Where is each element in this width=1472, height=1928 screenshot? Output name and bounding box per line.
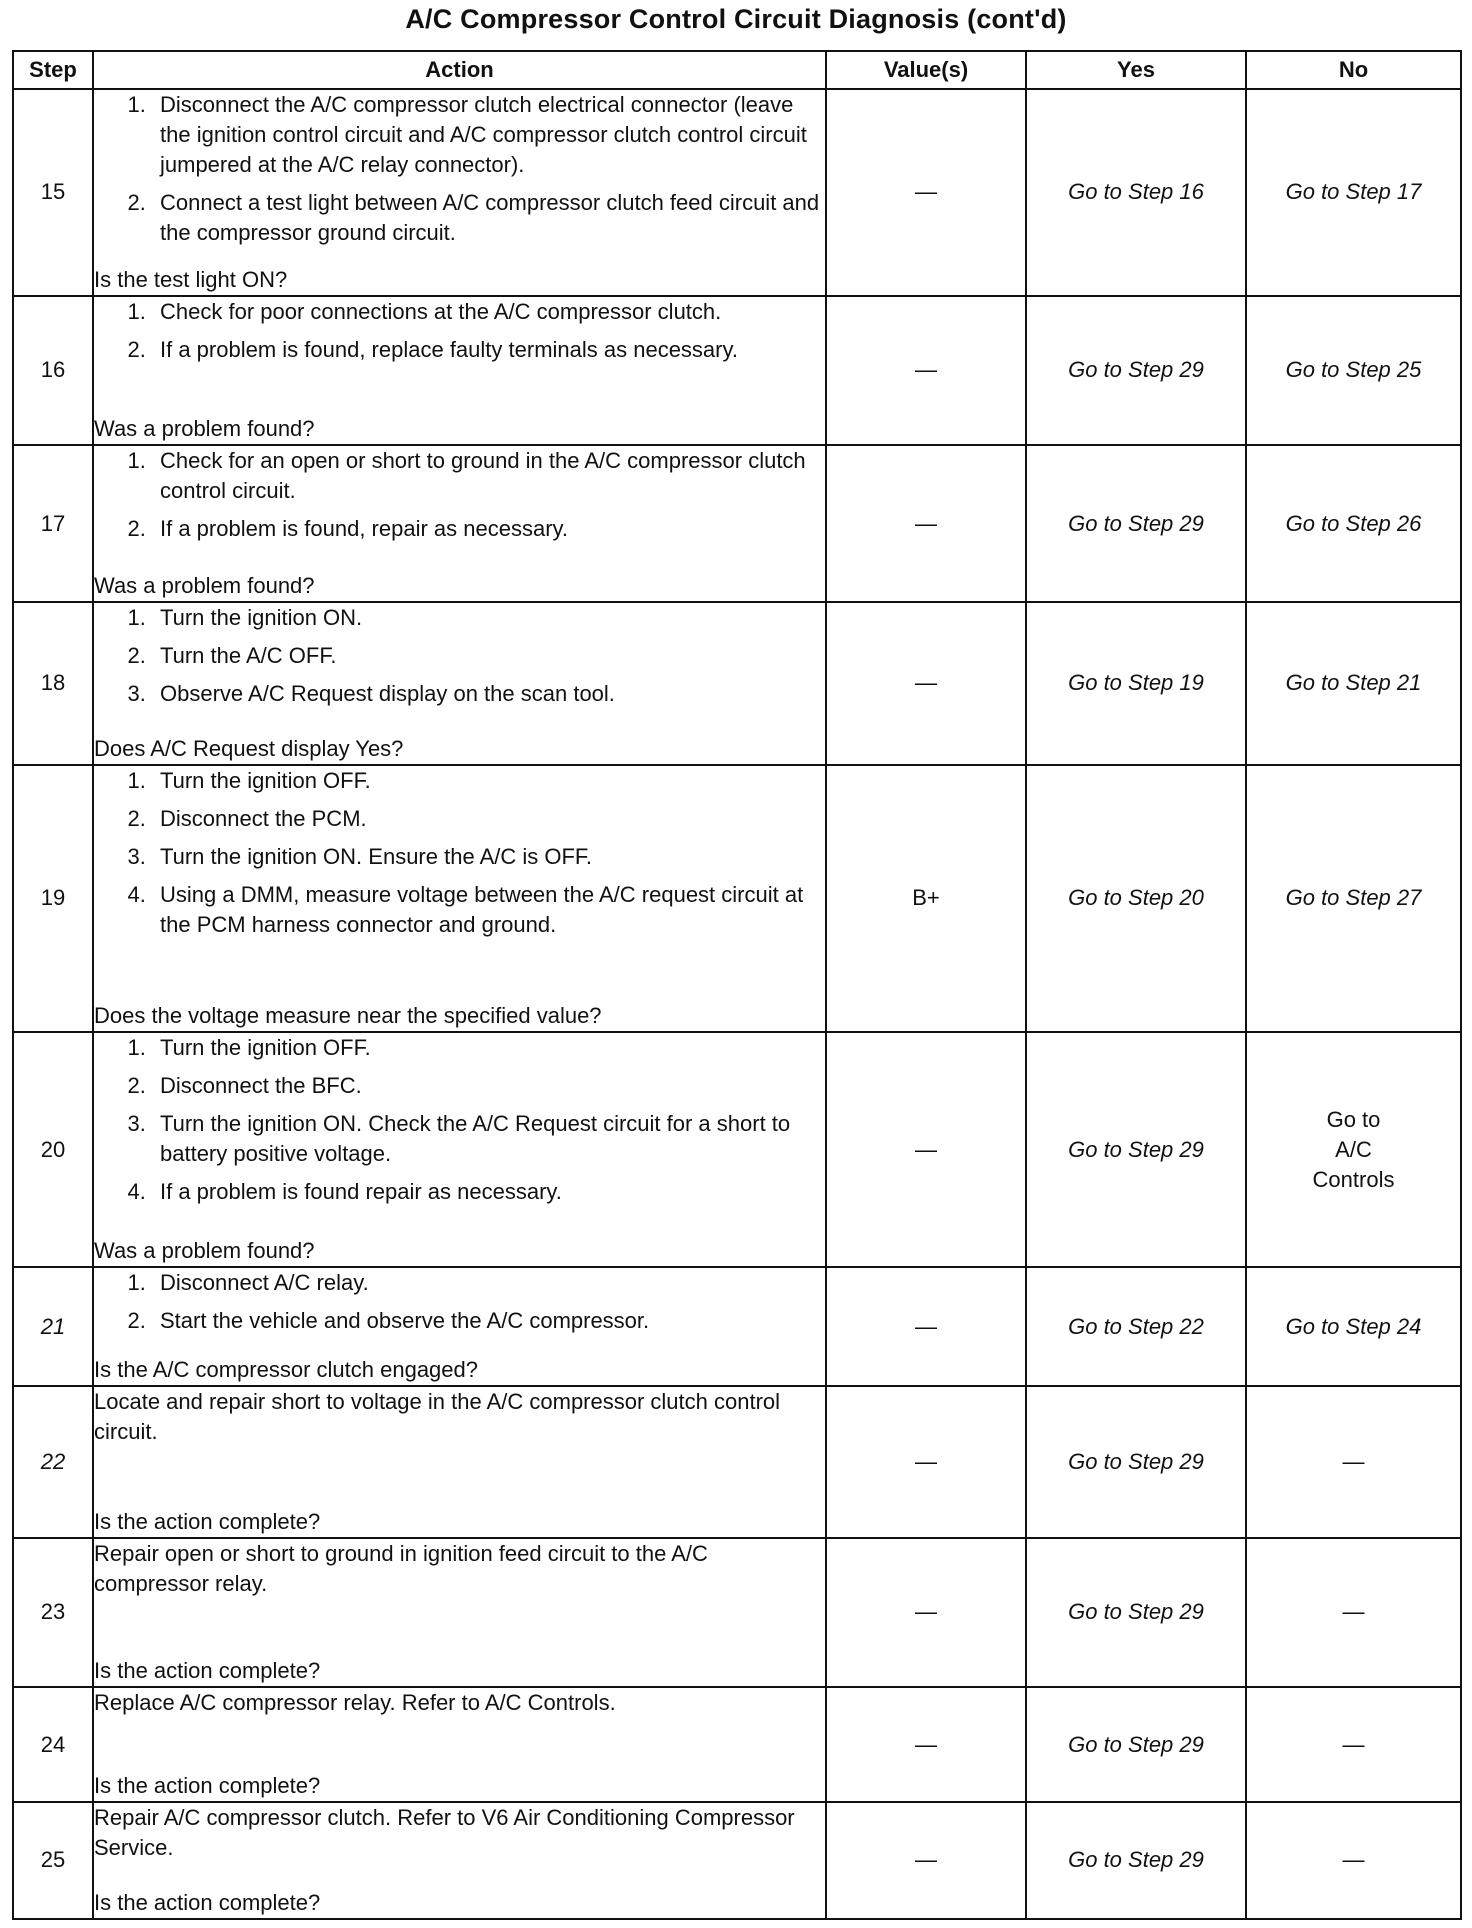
action-cell xyxy=(93,89,826,296)
yes-link[interactable]: Go to Step 29 xyxy=(1068,510,1204,536)
yes-link[interactable]: Go to Step 29 xyxy=(1068,357,1204,383)
action-question: Is the A/C compressor clutch engaged? xyxy=(94,1357,478,1383)
diagnosis-table xyxy=(12,50,1462,1920)
yes-link[interactable]: Go to Step 29 xyxy=(1068,1847,1204,1873)
action-cell xyxy=(93,1032,826,1267)
yes-cell xyxy=(1026,1802,1246,1919)
table-row xyxy=(13,1386,1461,1537)
value-cell: B+ xyxy=(826,765,1026,1032)
step-number: 24 xyxy=(13,1687,93,1802)
no-cell xyxy=(1246,1802,1461,1919)
yes-link[interactable]: Go to Step 22 xyxy=(1068,1313,1204,1339)
yes-link[interactable]: Go to Step 29 xyxy=(1068,1448,1204,1474)
action-step: 1. Turn the ignition OFF. xyxy=(152,766,825,796)
action-step: 2. Connect a test light between A/C compressor clutch feed circuit and the compressor ground circuit. xyxy=(152,188,825,248)
action-step: 2. If a problem is found, replace faulty terminals as necessary. xyxy=(152,335,825,365)
header-action: Action xyxy=(93,51,826,89)
action-cell xyxy=(93,1687,826,1802)
action-step: 2. Turn the A/C OFF. xyxy=(152,641,825,671)
no-cell xyxy=(1246,602,1461,765)
action-question: Does A/C Request display Yes? xyxy=(94,735,404,761)
value-cell: — xyxy=(826,1267,1026,1386)
action-step: 3. Turn the ignition ON. Ensure the A/C is OFF. xyxy=(152,842,825,872)
action-text: Repair A/C compressor clutch. Refer to V6 Air Conditioning Compressor Service. xyxy=(94,1804,795,1860)
action-cell xyxy=(93,602,826,765)
yes-cell xyxy=(1026,296,1246,445)
yes-link[interactable]: Go to Step 20 xyxy=(1068,885,1204,911)
no-cell xyxy=(1246,1687,1461,1802)
yes-cell xyxy=(1026,1386,1246,1537)
no-value: — xyxy=(1342,1599,1365,1625)
table-row xyxy=(13,296,1461,445)
value-cell: — xyxy=(826,445,1026,602)
action-step: 4. Using a DMM, measure voltage between the A/C request circuit at the PCM harness connector and ground. xyxy=(152,880,825,940)
header-step: Step xyxy=(13,51,93,89)
value-cell: — xyxy=(826,602,1026,765)
action-question: Is the action complete? xyxy=(94,1508,321,1534)
step-number: 17 xyxy=(13,445,93,602)
action-step: 1. Check for an open or short to ground in the A/C compressor clutch control circuit. xyxy=(152,446,825,506)
yes-cell xyxy=(1026,1687,1246,1802)
page-title: A/C Compressor Control Circuit Diagnosis (cont'd) xyxy=(405,4,1067,34)
table-row xyxy=(13,1802,1461,1919)
action-question: Was a problem found? xyxy=(94,1238,315,1264)
yes-cell xyxy=(1026,1538,1246,1687)
no-link[interactable]: Go to Step 17 xyxy=(1285,179,1422,205)
no-cell xyxy=(1246,1032,1461,1267)
yes-cell xyxy=(1026,1032,1246,1267)
action-step: 2. If a problem is found, repair as necessary. xyxy=(152,514,825,544)
header-no: No xyxy=(1246,51,1461,89)
action-step: 1. Turn the ignition ON. xyxy=(152,603,825,633)
yes-link[interactable]: Go to Step 16 xyxy=(1068,179,1204,205)
action-cell xyxy=(93,296,826,445)
action-cell xyxy=(93,1538,826,1687)
no-link[interactable]: Go to Step 25 xyxy=(1285,357,1422,383)
action-cell xyxy=(93,1386,826,1537)
value-cell: — xyxy=(826,1802,1026,1919)
no-cell xyxy=(1246,445,1461,602)
no-link[interactable]: Go to A/C Controls xyxy=(1312,1106,1395,1192)
table-row xyxy=(13,765,1461,1032)
action-step: 1. Check for poor connections at the A/C compressor clutch. xyxy=(152,297,825,327)
step-number: 16 xyxy=(13,296,93,445)
table-row xyxy=(13,1032,1461,1267)
step-number: 21 xyxy=(13,1267,93,1386)
yes-link[interactable]: Go to Step 29 xyxy=(1068,1731,1204,1757)
no-link[interactable]: Go to Step 26 xyxy=(1285,510,1422,536)
table-row xyxy=(13,1687,1461,1802)
step-number: 18 xyxy=(13,602,93,765)
no-cell xyxy=(1246,765,1461,1032)
action-question: Was a problem found? xyxy=(94,572,315,598)
table-row xyxy=(13,445,1461,602)
step-number: 25 xyxy=(13,1802,93,1919)
action-question: Is the action complete? xyxy=(94,1772,321,1798)
value-cell: — xyxy=(826,1386,1026,1537)
action-text: Locate and repair short to voltage in the A/C compressor clutch control circuit. xyxy=(94,1389,781,1445)
action-question: Does the voltage measure near the specified value? xyxy=(94,1003,602,1029)
yes-cell xyxy=(1026,445,1246,602)
no-value: — xyxy=(1342,1847,1365,1873)
action-question: Is the test light ON? xyxy=(94,266,288,292)
action-cell xyxy=(93,445,826,602)
action-text: Replace A/C compressor relay. Refer to A/C Controls. xyxy=(94,1690,616,1716)
no-cell xyxy=(1246,1538,1461,1687)
action-step: 1. Disconnect the A/C compressor clutch electrical connector (leave the ignition control circuit and A/C compressor clutch control circuit jumpered at the A/C relay connector). xyxy=(152,90,825,180)
step-number: 15 xyxy=(13,89,93,296)
step-number: 19 xyxy=(13,765,93,1032)
value-cell: — xyxy=(826,296,1026,445)
action-question: Was a problem found? xyxy=(94,416,315,442)
action-step: 1. Disconnect A/C relay. xyxy=(152,1268,825,1298)
no-cell xyxy=(1246,296,1461,445)
yes-cell xyxy=(1026,89,1246,296)
action-text: Repair open or short to ground in ignition feed circuit to the A/C compressor relay. xyxy=(94,1540,708,1596)
action-step: 3. Turn the ignition ON. Check the A/C Request circuit for a short to battery positive voltage. xyxy=(152,1109,825,1169)
action-cell xyxy=(93,765,826,1032)
action-cell xyxy=(93,1267,826,1386)
action-question: Is the action complete? xyxy=(94,1658,321,1684)
yes-link[interactable]: Go to Step 29 xyxy=(1068,1599,1204,1625)
no-cell xyxy=(1246,1267,1461,1386)
table-row xyxy=(13,1267,1461,1386)
header-yes: Yes xyxy=(1026,51,1246,89)
yes-cell xyxy=(1026,1267,1246,1386)
table-header-row xyxy=(13,51,1461,89)
yes-cell xyxy=(1026,602,1246,765)
step-number: 20 xyxy=(13,1032,93,1267)
step-number: 23 xyxy=(13,1538,93,1687)
action-step: 3. Observe A/C Request display on the scan tool. xyxy=(152,679,825,709)
table-row xyxy=(13,1538,1461,1687)
no-cell xyxy=(1246,89,1461,296)
table-row xyxy=(13,602,1461,765)
action-step: 4. If a problem is found repair as necessary. xyxy=(152,1177,825,1207)
no-link[interactable]: Go to Step 27 xyxy=(1285,885,1422,911)
action-step: 2. Disconnect the PCM. xyxy=(152,804,825,834)
action-step: 2. Start the vehicle and observe the A/C compressor. xyxy=(152,1306,825,1336)
table-row xyxy=(13,89,1461,296)
no-value: — xyxy=(1342,1731,1365,1757)
action-cell xyxy=(93,1802,826,1919)
no-link[interactable]: Go to Step 21 xyxy=(1285,670,1422,696)
value-cell: — xyxy=(826,1538,1026,1687)
no-value: — xyxy=(1342,1448,1365,1474)
yes-cell xyxy=(1026,765,1246,1032)
action-step: 1. Turn the ignition OFF. xyxy=(152,1033,825,1063)
no-link[interactable]: Go to Step 24 xyxy=(1285,1313,1422,1339)
value-cell: — xyxy=(826,1687,1026,1802)
no-cell xyxy=(1246,1386,1461,1537)
action-question: Is the action complete? xyxy=(94,1890,321,1915)
yes-link[interactable]: Go to Step 19 xyxy=(1068,670,1204,696)
yes-link[interactable]: Go to Step 29 xyxy=(1068,1136,1204,1162)
action-step: 2. Disconnect the BFC. xyxy=(152,1071,825,1101)
value-cell: — xyxy=(826,1032,1026,1267)
value-cell: — xyxy=(826,89,1026,296)
header-values: Value(s) xyxy=(826,51,1026,89)
step-number: 22 xyxy=(13,1386,93,1537)
